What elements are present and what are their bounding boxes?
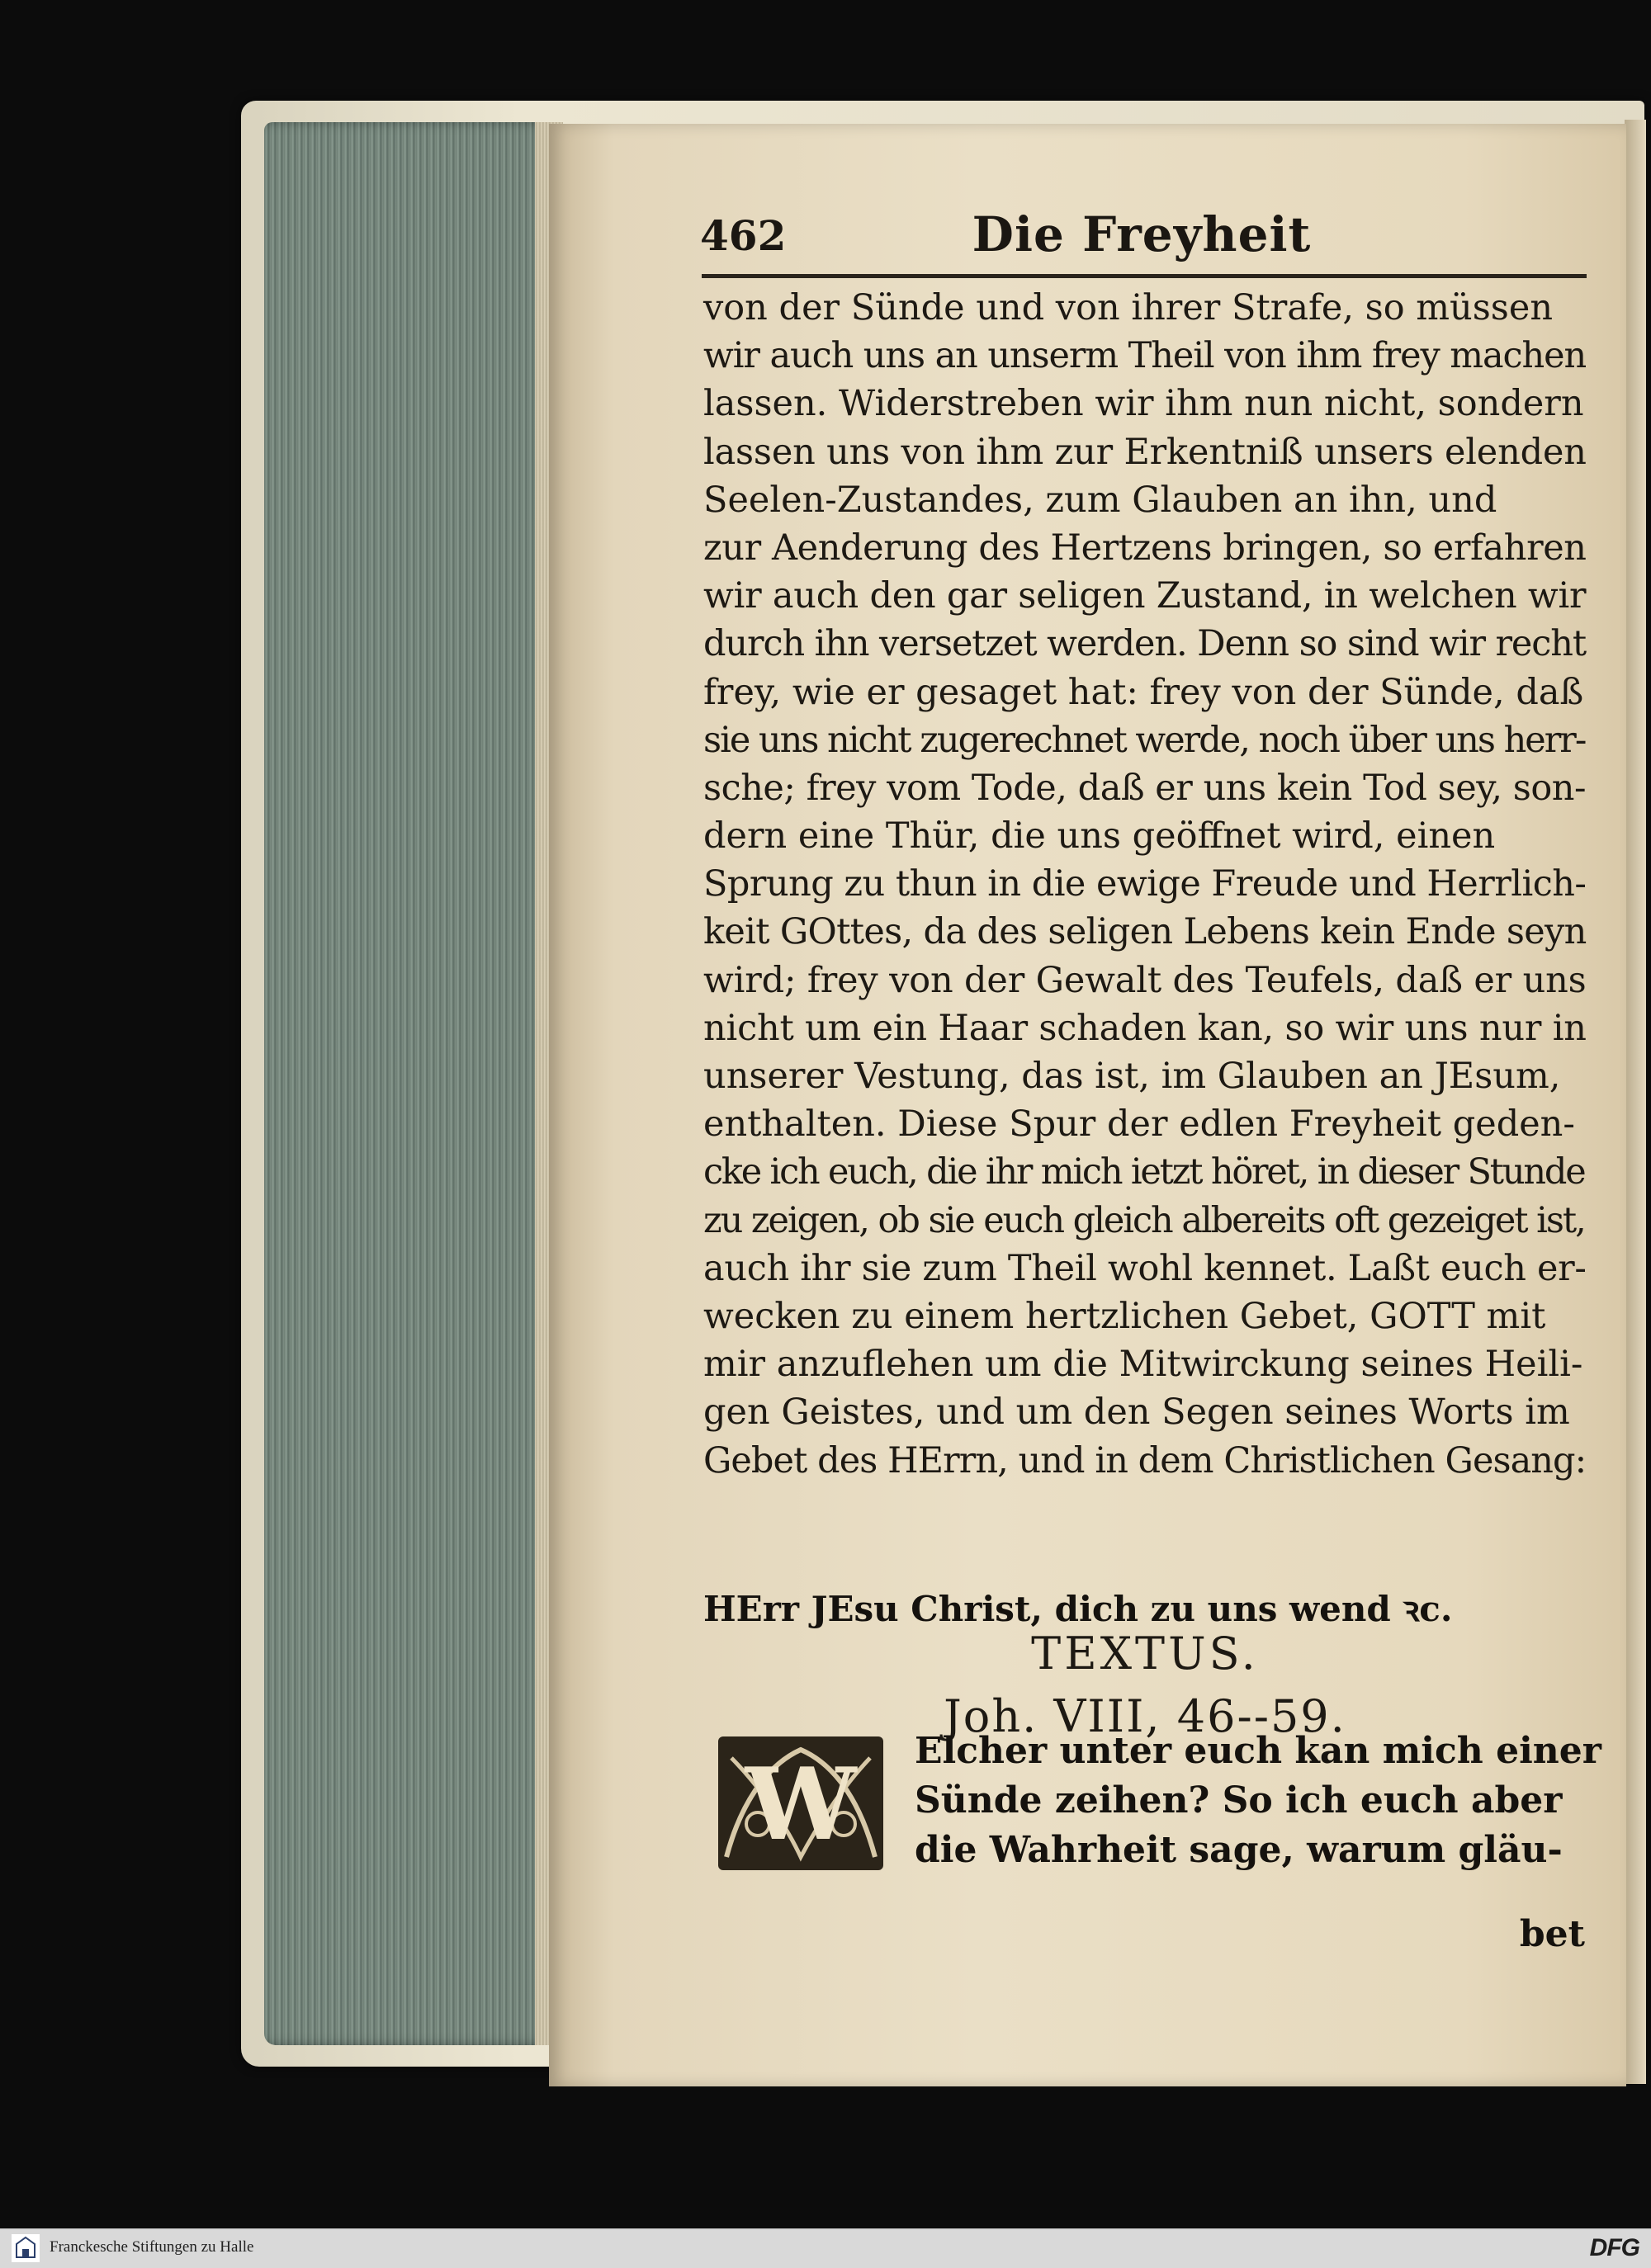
textus-heading: TEXTUS. bbox=[1031, 1628, 1259, 1680]
verse-line: die Wahrheit sage, warum gläu- bbox=[915, 1829, 1563, 1871]
text-line: sie uns nicht zugerechnet werde, noch über uns herr- bbox=[703, 719, 1586, 761]
page-header bbox=[700, 206, 1583, 272]
verse-line: Sünde zeihen? So ich euch aber bbox=[915, 1779, 1563, 1821]
running-title: Die Freyheit bbox=[972, 206, 1312, 262]
viewer-footer bbox=[0, 2228, 1651, 2268]
text-line: durch ihn versetzet werden. Denn so sind wir recht bbox=[703, 623, 1587, 665]
hymn-line: HErr JEsu Christ, dich zu uns wend ꝛc. bbox=[703, 1589, 1453, 1629]
text-line: dern eine Thür, die uns geöffnet wird, einen bbox=[703, 815, 1496, 858]
ornament-initial-icon bbox=[715, 1733, 887, 1873]
verse-text bbox=[915, 1730, 1601, 1878]
facing-page-edge bbox=[1625, 120, 1646, 2084]
text-line: wecken zu einem hertzlichen Gebet, GOTT mit bbox=[703, 1295, 1546, 1337]
scripture-reference: Joh. VIII, 46--59. bbox=[944, 1690, 1346, 1742]
catchword: bet bbox=[1519, 1913, 1585, 1955]
text-line: wir auch den gar seligen Zustand, in welchen wir bbox=[703, 575, 1587, 617]
page-edges bbox=[264, 122, 561, 2045]
verse-line: Elcher unter euch kan mich einer bbox=[915, 1730, 1601, 1772]
institution-logo-icon bbox=[12, 2234, 40, 2262]
text-line: von der Sünde und von ihrer Strafe, so müssen bbox=[703, 287, 1554, 328]
text-line: cke ich euch, die ihr mich ietzt höret, in dieser Stunde bbox=[703, 1151, 1585, 1193]
text-line: lassen uns von ihm zur Erkentniß unsers elenden bbox=[703, 431, 1587, 473]
text-line: unserer Vestung, das ist, im Glauben an JEsum, bbox=[703, 1056, 1561, 1097]
text-line: gen Geistes, und um den Segen seines Worts im bbox=[703, 1392, 1570, 1434]
text-line: mir anzuflehen um die Mitwirckung seines Heili- bbox=[703, 1344, 1583, 1386]
text-line: sche; frey vom Tode, daß er uns kein Tod sey, son- bbox=[703, 767, 1587, 809]
text-line: Sprung zu thun in die ewige Freude und Herrlich- bbox=[703, 863, 1587, 905]
text-line: wird; frey von der Gewalt des Teufels, daß er uns bbox=[703, 959, 1587, 1001]
drop-cap-letter: W bbox=[745, 1746, 857, 1863]
text-line: zur Aenderung des Hertzens bringen, so erfahren bbox=[703, 527, 1587, 569]
text-line: Seelen-Zustandes, zum Glauben an ihn, und bbox=[703, 479, 1497, 521]
text-line: auch ihr sie zum Theil wohl kennet. Laßt euch er- bbox=[703, 1247, 1587, 1289]
body-text bbox=[703, 287, 1587, 1488]
text-line: lassen. Widerstreben wir ihm nun nicht, sondern bbox=[703, 383, 1584, 425]
drop-cap-initial bbox=[715, 1733, 887, 1873]
text-line: nicht um ein Haar schaden kan, so wir uns nur in bbox=[703, 1007, 1587, 1049]
page-number: 462 bbox=[700, 211, 787, 260]
text-line: wir auch uns an unserm Theil von ihm frey machen bbox=[703, 335, 1587, 377]
text-line: keit GOttes, da des seligen Lebens kein Ende seyn bbox=[703, 911, 1587, 953]
header-rule bbox=[702, 274, 1587, 278]
text-line: Gebet des HErrn, und in dem Christlichen Gesang: bbox=[703, 1439, 1587, 1481]
text-line: frey, wie er gesaget hat: frey von der Sünde, daß bbox=[703, 671, 1584, 713]
text-line: zu zeigen, ob sie euch gleich albereits oft gezeiget ist, bbox=[703, 1199, 1585, 1241]
institution-name: Franckesche Stiftungen zu Halle bbox=[50, 2238, 254, 2256]
dfg-badge: DFG bbox=[1589, 2234, 1639, 2261]
text-line: enthalten. Diese Spur der edlen Freyheit geden- bbox=[703, 1103, 1575, 1146]
